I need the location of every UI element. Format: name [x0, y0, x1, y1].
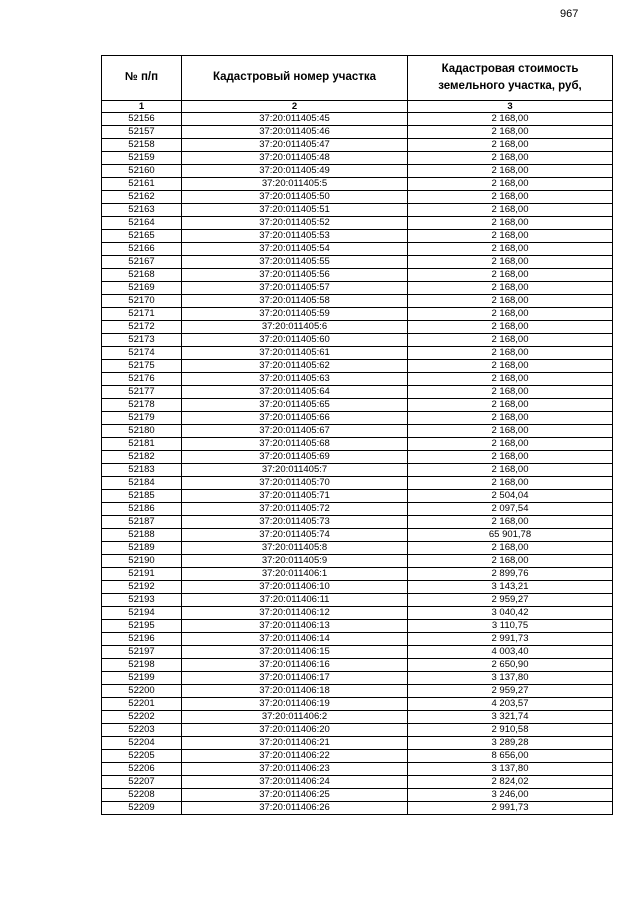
- cadastral-value-cell: 3 289,28: [408, 737, 613, 750]
- row-number-cell: 52168: [102, 269, 182, 282]
- cadastral-value-cell: 2 168,00: [408, 386, 613, 399]
- row-number-cell: 52209: [102, 802, 182, 815]
- cadastral-value-cell: 2 168,00: [408, 373, 613, 386]
- table-row: [102, 256, 613, 269]
- table-row: [102, 724, 613, 737]
- cadastral-value-cell: 2 168,00: [408, 438, 613, 451]
- cadastral-value-cell: 2 097,54: [408, 503, 613, 516]
- cadastral-value-cell: 3 040,42: [408, 607, 613, 620]
- table-row: [102, 542, 613, 555]
- cadastral-value-table: [101, 55, 613, 815]
- cadastral-number-cell: 37:20:011405:45: [182, 113, 408, 126]
- table-row: [102, 139, 613, 152]
- row-number-cell: 52195: [102, 620, 182, 633]
- cadastral-value-cell: 2 168,00: [408, 321, 613, 334]
- cadastral-value-cell: 2 959,27: [408, 685, 613, 698]
- table-row: [102, 763, 613, 776]
- cadastral-number-cell: 37:20:011405:67: [182, 425, 408, 438]
- row-number-cell: 52188: [102, 529, 182, 542]
- table-row: [102, 308, 613, 321]
- table-row: [102, 698, 613, 711]
- row-number-cell: 52189: [102, 542, 182, 555]
- cadastral-number-cell: 37:20:011406:21: [182, 737, 408, 750]
- cadastral-number-cell: 37:20:011406:24: [182, 776, 408, 789]
- cadastral-number-cell: 37:20:011406:13: [182, 620, 408, 633]
- row-number-cell: 52156: [102, 113, 182, 126]
- cadastral-number-cell: 37:20:011406:18: [182, 685, 408, 698]
- cadastral-value-cell: 3 143,21: [408, 581, 613, 594]
- cadastral-number-cell: 37:20:011406:12: [182, 607, 408, 620]
- table-row: [102, 802, 613, 815]
- table-row: [102, 516, 613, 529]
- row-number-cell: 52201: [102, 698, 182, 711]
- column-number-1: 1: [102, 101, 182, 113]
- cadastral-number-cell: 37:20:011405:66: [182, 412, 408, 425]
- cadastral-number-cell: 37:20:011405:51: [182, 204, 408, 217]
- page-number: 967: [560, 8, 579, 20]
- cadastral-value-cell: 2 168,00: [408, 477, 613, 490]
- row-number-cell: 52169: [102, 282, 182, 295]
- cadastral-number-cell: 37:20:011405:65: [182, 399, 408, 412]
- cadastral-number-cell: 37:20:011406:10: [182, 581, 408, 594]
- cadastral-number-cell: 37:20:011405:59: [182, 308, 408, 321]
- table-row: [102, 191, 613, 204]
- table-row: [102, 672, 613, 685]
- header-row: [102, 56, 613, 101]
- cadastral-value-cell: 2 168,00: [408, 282, 613, 295]
- cadastral-value-cell: 2 168,00: [408, 165, 613, 178]
- table-row: [102, 438, 613, 451]
- cadastral-value-cell: 2 991,73: [408, 633, 613, 646]
- table-body: [102, 113, 613, 815]
- cadastral-number-cell: 37:20:011405:50: [182, 191, 408, 204]
- cadastral-number-cell: 37:20:011405:6: [182, 321, 408, 334]
- row-number-cell: 52197: [102, 646, 182, 659]
- row-number-cell: 52177: [102, 386, 182, 399]
- cadastral-value-cell: 2 168,00: [408, 230, 613, 243]
- row-number-cell: 52199: [102, 672, 182, 685]
- cadastral-number-cell: 37:20:011405:64: [182, 386, 408, 399]
- row-number-cell: 52173: [102, 334, 182, 347]
- cadastral-value-cell: 2 168,00: [408, 360, 613, 373]
- table-row: [102, 464, 613, 477]
- row-number-cell: 52157: [102, 126, 182, 139]
- cadastral-value-cell: 3 137,80: [408, 672, 613, 685]
- cadastral-value-cell: 2 168,00: [408, 308, 613, 321]
- table-row: [102, 477, 613, 490]
- cadastral-number-cell: 37:20:011406:25: [182, 789, 408, 802]
- row-number-cell: 52182: [102, 451, 182, 464]
- row-number-cell: 52200: [102, 685, 182, 698]
- cadastral-number-cell: 37:20:011405:72: [182, 503, 408, 516]
- row-number-cell: 52185: [102, 490, 182, 503]
- table-row: [102, 568, 613, 581]
- table-row: [102, 594, 613, 607]
- table-row: [102, 126, 613, 139]
- cadastral-value-cell: 3 110,75: [408, 620, 613, 633]
- cadastral-value-cell: 2 168,00: [408, 126, 613, 139]
- table-row: [102, 659, 613, 672]
- row-number-cell: 52158: [102, 139, 182, 152]
- row-number-cell: 52175: [102, 360, 182, 373]
- row-number-cell: 52187: [102, 516, 182, 529]
- row-number-cell: 52198: [102, 659, 182, 672]
- table-row: [102, 607, 613, 620]
- cadastral-number-cell: 37:20:011406:22: [182, 750, 408, 763]
- cadastral-number-cell: 37:20:011406:14: [182, 633, 408, 646]
- row-number-cell: 52176: [102, 373, 182, 386]
- cadastral-value-cell: 2 168,00: [408, 217, 613, 230]
- table-row: [102, 503, 613, 516]
- cadastral-value-cell: 2 899,76: [408, 568, 613, 581]
- row-number-cell: 52203: [102, 724, 182, 737]
- cadastral-value-cell: 65 901,78: [408, 529, 613, 542]
- cadastral-number-cell: 37:20:011406:20: [182, 724, 408, 737]
- column-number-3: 3: [408, 101, 613, 113]
- table-row: [102, 347, 613, 360]
- cadastral-value-cell: 2 168,00: [408, 347, 613, 360]
- table-row: [102, 230, 613, 243]
- table-row: [102, 321, 613, 334]
- table-row: [102, 490, 613, 503]
- cadastral-number-cell: 37:20:011405:60: [182, 334, 408, 347]
- row-number-cell: 52194: [102, 607, 182, 620]
- cadastral-number-cell: 37:20:011406:19: [182, 698, 408, 711]
- cadastral-number-cell: 37:20:011405:48: [182, 152, 408, 165]
- table-row: [102, 152, 613, 165]
- cadastral-number-cell: 37:20:011405:9: [182, 555, 408, 568]
- table-row: [102, 451, 613, 464]
- cadastral-number-cell: 37:20:011405:8: [182, 542, 408, 555]
- table-row: [102, 269, 613, 282]
- table-row: [102, 633, 613, 646]
- cadastral-number-cell: 37:20:011405:68: [182, 438, 408, 451]
- cadastral-number-cell: 37:20:011405:62: [182, 360, 408, 373]
- row-number-cell: 52174: [102, 347, 182, 360]
- table-row: [102, 529, 613, 542]
- cadastral-number-cell: 37:20:011406:2: [182, 711, 408, 724]
- cadastral-number-cell: 37:20:011405:55: [182, 256, 408, 269]
- row-number-cell: 52208: [102, 789, 182, 802]
- cadastral-number-cell: 37:20:011405:74: [182, 529, 408, 542]
- row-number-cell: 52163: [102, 204, 182, 217]
- cadastral-number-cell: 37:20:011406:16: [182, 659, 408, 672]
- cadastral-value-cell: 2 168,00: [408, 204, 613, 217]
- cadastral-number-cell: 37:20:011406:26: [182, 802, 408, 815]
- cadastral-value-cell: 3 137,80: [408, 763, 613, 776]
- cadastral-value-cell: 4 003,40: [408, 646, 613, 659]
- row-number-cell: 52178: [102, 399, 182, 412]
- row-number-cell: 52183: [102, 464, 182, 477]
- row-number-cell: 52167: [102, 256, 182, 269]
- cadastral-value-cell: 2 991,73: [408, 802, 613, 815]
- row-number-cell: 52202: [102, 711, 182, 724]
- row-number-cell: 52172: [102, 321, 182, 334]
- table-row: [102, 243, 613, 256]
- cadastral-value-cell: 3 246,00: [408, 789, 613, 802]
- table-row: [102, 711, 613, 724]
- header-cadastral-value: Кадастровая стоимость земельного участка, руб,: [408, 56, 613, 101]
- cadastral-value-cell: 2 650,90: [408, 659, 613, 672]
- row-number-cell: 52186: [102, 503, 182, 516]
- cadastral-value-cell: 2 168,00: [408, 113, 613, 126]
- table-row: [102, 737, 613, 750]
- cadastral-number-cell: 37:20:011405:70: [182, 477, 408, 490]
- row-number-cell: 52193: [102, 594, 182, 607]
- cadastral-number-cell: 37:20:011405:49: [182, 165, 408, 178]
- cadastral-value-cell: 2 168,00: [408, 516, 613, 529]
- row-number-cell: 52207: [102, 776, 182, 789]
- row-number-cell: 52164: [102, 217, 182, 230]
- cadastral-value-cell: 3 321,74: [408, 711, 613, 724]
- cadastral-number-cell: 37:20:011405:71: [182, 490, 408, 503]
- cadastral-value-cell: 2 168,00: [408, 425, 613, 438]
- cadastral-value-cell: 2 168,00: [408, 334, 613, 347]
- row-number-cell: 52161: [102, 178, 182, 191]
- table-row: [102, 113, 613, 126]
- table-row: [102, 165, 613, 178]
- cadastral-number-cell: 37:20:011406:1: [182, 568, 408, 581]
- cadastral-value-cell: 2 168,00: [408, 464, 613, 477]
- cadastral-number-cell: 37:20:011405:58: [182, 295, 408, 308]
- cadastral-value-cell: 2 168,00: [408, 555, 613, 568]
- row-number-cell: 52162: [102, 191, 182, 204]
- row-number-cell: 52190: [102, 555, 182, 568]
- cadastral-number-cell: 37:20:011405:69: [182, 451, 408, 464]
- cadastral-number-cell: 37:20:011406:15: [182, 646, 408, 659]
- cadastral-value-cell: 2 824,02: [408, 776, 613, 789]
- row-number-cell: 52170: [102, 295, 182, 308]
- table-row: [102, 581, 613, 594]
- cadastral-number-cell: 37:20:011406:17: [182, 672, 408, 685]
- row-number-cell: 52192: [102, 581, 182, 594]
- row-number-cell: 52184: [102, 477, 182, 490]
- row-number-cell: 52204: [102, 737, 182, 750]
- table-row: [102, 425, 613, 438]
- cadastral-value-cell: 2 168,00: [408, 139, 613, 152]
- cadastral-number-cell: 37:20:011405:73: [182, 516, 408, 529]
- row-number-cell: 52181: [102, 438, 182, 451]
- cadastral-value-cell: 2 910,58: [408, 724, 613, 737]
- row-number-cell: 52206: [102, 763, 182, 776]
- table-row: [102, 412, 613, 425]
- cadastral-value-cell: 2 168,00: [408, 191, 613, 204]
- table-row: [102, 555, 613, 568]
- cadastral-value-cell: 2 168,00: [408, 412, 613, 425]
- cadastral-number-cell: 37:20:011405:53: [182, 230, 408, 243]
- cadastral-number-cell: 37:20:011405:5: [182, 178, 408, 191]
- cadastral-number-cell: 37:20:011405:56: [182, 269, 408, 282]
- table-row: [102, 620, 613, 633]
- row-number-cell: 52166: [102, 243, 182, 256]
- cadastral-number-cell: 37:20:011405:54: [182, 243, 408, 256]
- cadastral-value-cell: 2 168,00: [408, 243, 613, 256]
- row-number-cell: 52205: [102, 750, 182, 763]
- table-row: [102, 750, 613, 763]
- cadastral-number-cell: 37:20:011406:11: [182, 594, 408, 607]
- table-row: [102, 204, 613, 217]
- cadastral-value-cell: 2 168,00: [408, 295, 613, 308]
- table-row: [102, 295, 613, 308]
- cadastral-number-cell: 37:20:011406:23: [182, 763, 408, 776]
- cadastral-number-cell: 37:20:011405:46: [182, 126, 408, 139]
- cadastral-value-cell: 2 168,00: [408, 451, 613, 464]
- table-row: [102, 646, 613, 659]
- cadastral-number-cell: 37:20:011405:47: [182, 139, 408, 152]
- cadastral-number-cell: 37:20:011405:57: [182, 282, 408, 295]
- table-row: [102, 360, 613, 373]
- cadastral-value-cell: 2 959,27: [408, 594, 613, 607]
- cadastral-number-cell: 37:20:011405:63: [182, 373, 408, 386]
- cadastral-value-cell: 4 203,57: [408, 698, 613, 711]
- table-row: [102, 282, 613, 295]
- row-number-cell: 52160: [102, 165, 182, 178]
- table-row: [102, 399, 613, 412]
- header-row-number: № п/п: [102, 56, 182, 101]
- row-number-cell: 52180: [102, 425, 182, 438]
- table-row: [102, 217, 613, 230]
- row-number-cell: 52165: [102, 230, 182, 243]
- cadastral-value-cell: 2 168,00: [408, 269, 613, 282]
- row-number-cell: 52196: [102, 633, 182, 646]
- cadastral-value-cell: 2 168,00: [408, 399, 613, 412]
- row-number-cell: 52191: [102, 568, 182, 581]
- header-cadastral-number: Кадастровый номер участка: [182, 56, 408, 101]
- cadastral-value-cell: 2 504,04: [408, 490, 613, 503]
- column-number-row: [102, 101, 613, 113]
- row-number-cell: 52179: [102, 412, 182, 425]
- table-row: [102, 386, 613, 399]
- cadastral-value-cell: 2 168,00: [408, 152, 613, 165]
- table-row: [102, 789, 613, 802]
- row-number-cell: 52171: [102, 308, 182, 321]
- table-row: [102, 178, 613, 191]
- cadastral-number-cell: 37:20:011405:7: [182, 464, 408, 477]
- cadastral-number-cell: 37:20:011405:61: [182, 347, 408, 360]
- table-row: [102, 373, 613, 386]
- cadastral-value-cell: 8 656,00: [408, 750, 613, 763]
- table-row: [102, 776, 613, 789]
- row-number-cell: 52159: [102, 152, 182, 165]
- column-number-2: 2: [182, 101, 408, 113]
- cadastral-value-cell: 2 168,00: [408, 542, 613, 555]
- table-row: [102, 685, 613, 698]
- table-row: [102, 334, 613, 347]
- cadastral-value-cell: 2 168,00: [408, 256, 613, 269]
- cadastral-value-cell: 2 168,00: [408, 178, 613, 191]
- cadastral-number-cell: 37:20:011405:52: [182, 217, 408, 230]
